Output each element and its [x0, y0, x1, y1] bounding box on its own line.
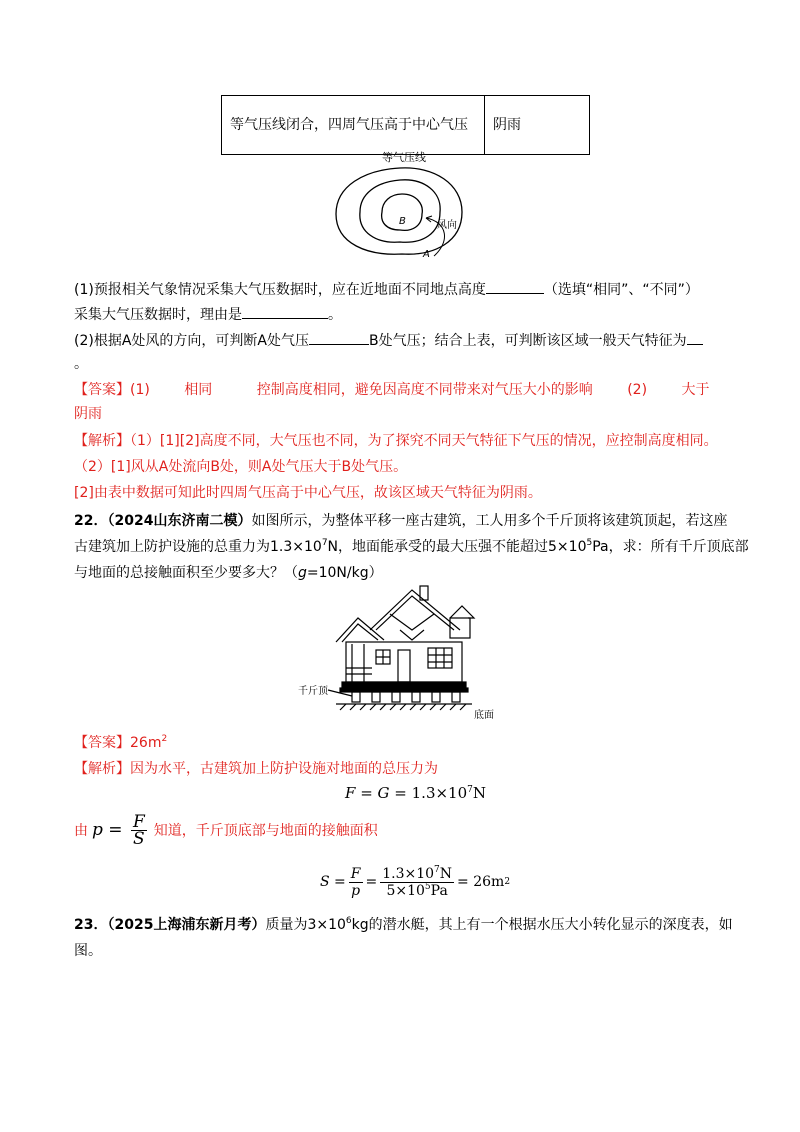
isobar-figure: [330, 152, 470, 264]
q2-line2: 。: [74, 356, 88, 372]
q22-line3: 与地面的总接触面积至少要多大？（g=10N/kg）: [74, 565, 383, 581]
q1-line1: (1)预报相关气象情况采集大气压数据时，应在近地面不同地点高度 （选填“相同”、“不同”）: [74, 279, 699, 300]
analysis1-line3: [2]由表中数据可知此时四周气压高于中心气压，故该区域天气特征为阴雨。: [74, 485, 542, 501]
answer-blank: [309, 330, 369, 345]
answer-blank: [687, 330, 703, 345]
analysis1-line2: （2）[1]风从A处流向B处，则A处气压大于B处气压。: [74, 459, 408, 475]
q23-line2: 图。: [74, 943, 102, 959]
house-label-ground: 底面: [474, 710, 494, 721]
analysis22-line1: 【解析】因为水平，古建筑加上防护设施对地面的总压力为: [74, 761, 438, 777]
house-figure: [300, 582, 500, 722]
analysis1-line1: 【解析】（1）[1][2]高度不同，大气压也不同，为了探究不同天气特征下气压的情况，应控制高度相同。: [74, 433, 718, 449]
table-cell-condition: 等气压线闭合，四周气压高于中心气压: [222, 96, 485, 155]
analysis22-line2: 由 p = $\frac{F}{S}$ 知道，千斤顶底部与地面的接触面积: [74, 811, 378, 849]
answer1-line2: 阴雨: [74, 406, 102, 422]
answer-blank: [486, 279, 544, 294]
q23-line1: 23．（2025上海浦东新月考）质量为$3\times 10^6kg$的潜水艇，其上有一个根据水压大小转化显示的深度表，如: [74, 916, 733, 933]
answer1-line1: 【答案】(1) 相同 控制高度相同，避免因高度不同带来对气压大小的影响 (2) 大于: [74, 382, 710, 398]
house-drawing: [300, 582, 500, 722]
house-label-jack: 千斤顶: [298, 686, 328, 697]
answer-blank: [242, 304, 328, 319]
weather-table: [221, 95, 590, 155]
equation-area: S = $\frac{F}{p}$ = $\frac{1.3\times 10^7N}{5\times 10^5Pa}$ = 26m 2: [320, 864, 511, 899]
isobar-outer: [336, 168, 462, 254]
table-cell-weather: 阴雨: [485, 96, 590, 155]
q22-line2: 古建筑加上防护设施的总重力为$1.3\times 10^7N$，地面能承受的最大压强不能超过$5\times 10^5Pa$，求：所有千斤顶底部: [74, 538, 749, 555]
isobar-label-b: B: [399, 216, 406, 227]
isobar-diagram: [330, 152, 470, 264]
q1-line2: 采集大气压数据时，理由是 。: [74, 304, 342, 325]
isobar-label-a: A: [423, 249, 430, 260]
isobar-middle: [360, 180, 440, 242]
q22-line1: 22．（2024山东济南二模）如图所示，为整体平移一座古建筑，工人用多个千斤顶将该建筑顶起，若这座: [74, 513, 728, 529]
answer22: 【答案】$26m^2$: [74, 734, 168, 751]
q2-line1: (2)根据A处风的方向，可判断A处气压 B处气压；结合上表，可判断该区域一般天气特征为: [74, 330, 703, 351]
equation-pressure-force: $F = G = 1.3\times 10^7N$: [345, 784, 487, 802]
isobar-label-wind: 风向: [437, 220, 457, 231]
isobar-title: 等气压线: [382, 151, 426, 164]
formula-pressure: p = $\frac{F}{S}$: [92, 811, 145, 849]
